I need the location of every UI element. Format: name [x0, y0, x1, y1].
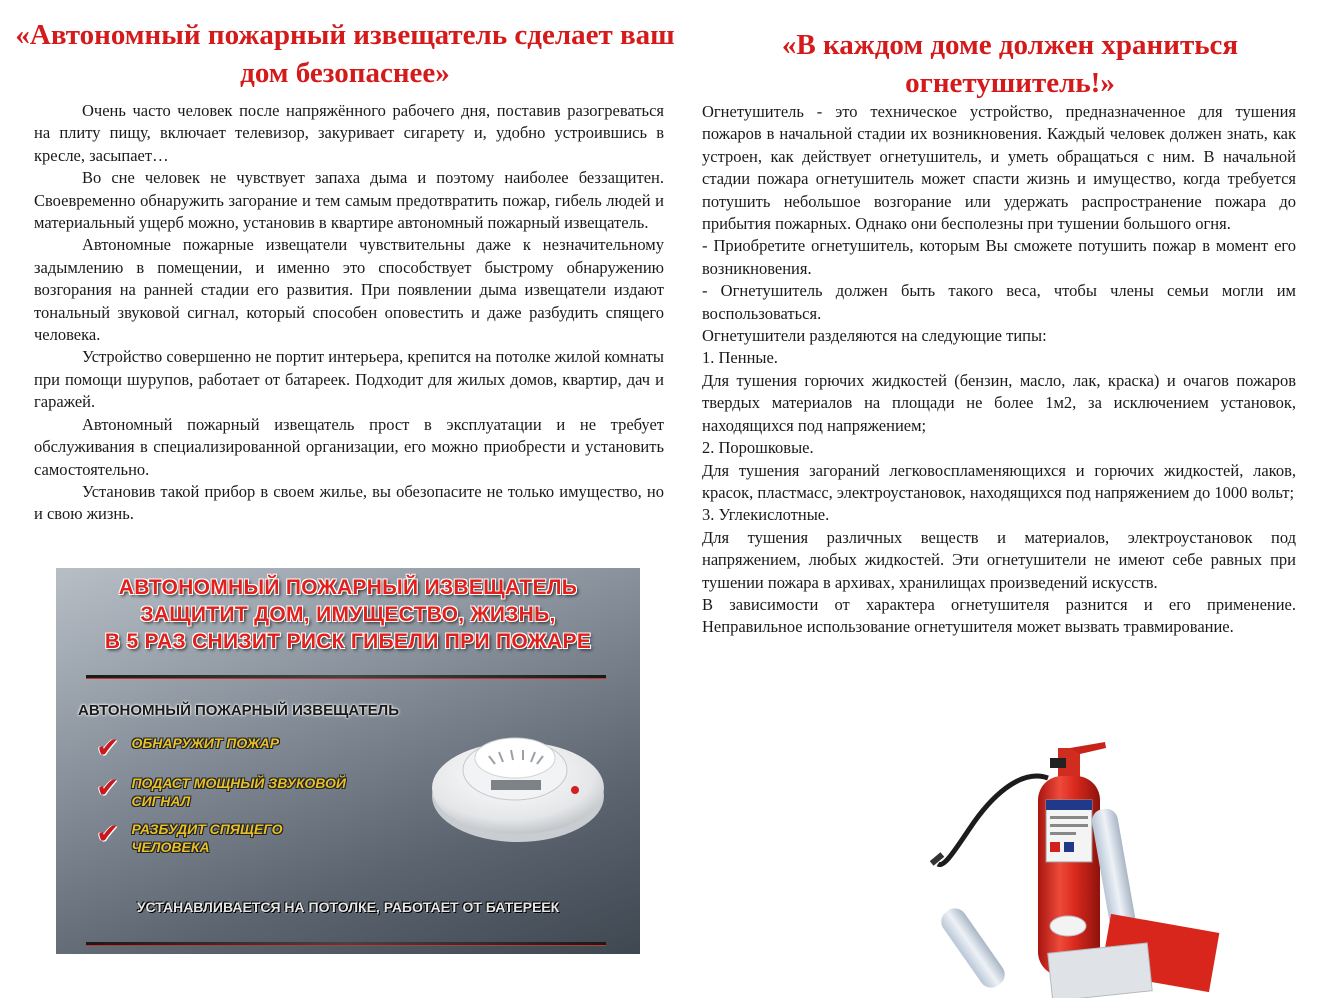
left-article — [34, 100, 664, 526]
right-title: «В каждом доме должен храниться огнетушитель!» — [781, 29, 1239, 99]
left-paragraph: Автономный пожарный извещатель прост в эксплуатации и не требует обслуживания в специализированной организации, его можно приобрести и установить самостоятельно. — [34, 414, 664, 479]
right-paragraph: Для тушения загораний легковоспламеняющихся и горючих жидкостей, лаков, красок, пластмасс, электроустановок, находящихся под напряжением до 1000 вольт; — [702, 460, 1296, 502]
left-paragraph: Устройство совершенно не портит интерьера, крепится на потолке жилой комнаты при помощи шурупов, работает от батареек. Подходит для жилых домов, квартир, дач и гаражей. — [34, 347, 664, 412]
left-title: «Автономный пожарный извещатель сделает ваш дом безопаснее» — [15, 19, 675, 89]
poster-headline — [56, 574, 640, 655]
checkmark-icon: ✔ — [96, 817, 120, 850]
left-paragraph: Во сне человек не чувствует запаха дыма и поэтому наиболее беззащитен. Своевременно обнаружить загорание и тем самым предотвратить пожар, гибель людей и материальный ущерб можно, установив в квартире автономный пожарный извещатель. — [34, 168, 664, 233]
poster-divider — [86, 942, 606, 946]
right-paragraph: В зависимости от характера огнетушителя разнится и его применение. Неправильное использование огнетушителя может вызвать травмирование. — [702, 594, 1296, 637]
right-paragraph: - Огнетушитель должен быть такого веса, чтобы члены семьи могли им воспользоваться. — [702, 281, 1296, 323]
left-paragraph: Автономные пожарные извещатели чувствительны даже к незначительному задымлению в помещении, и именно это способствует быстрому обнаружению возгорания на ранней стадии его развития. При появлении дыма извещатели издают тональный звуковой сигнал, который способен оповестить и даже разбудить спящего человека. — [34, 235, 664, 345]
right-paragraph: 2. Порошковые. — [702, 438, 814, 458]
right-paragraph: Для тушения различных веществ и материалов, электроустановок под напряжением, любых жидкостей. Эти огнетушители не имеют себе равных при тушении пожара в архивах, хранилищах произведений искусств. — [702, 527, 1296, 592]
fire-extinguisher-icon — [930, 738, 1230, 998]
right-paragraph: 3. Углекислотные. — [702, 505, 830, 525]
right-paragraph: Огнетушители разделяются на следующие типы: — [702, 326, 1047, 346]
poster-feature — [96, 731, 411, 764]
poster-headline-line: В 5 РАЗ СНИЗИТ РИСК ГИБЕЛИ ПРИ ПОЖАРЕ — [104, 630, 592, 653]
left-paragraph: Установив такой прибор в своем жилье, вы обезопасите не только имущество, но и свою жизнь. — [34, 481, 664, 524]
right-paragraph: Огнетушитель - это техническое устройство, предназначенное для тушения пожаров в начальной стадии их возникновения. Каждый человек должен знать, как устроен, как действует огнетушитель, и уметь обращаться с ним. В начальной стадии пожара огнетушитель может спасти жизнь и имущество, когда требуется потушить небольшое возгорание или удержать распространение пожара до прибытия пожарных. Однако они бесполезны при тушении большого огня. — [702, 102, 1296, 234]
poster-divider — [86, 675, 606, 679]
poster-feature — [96, 817, 321, 856]
checkmark-icon: ✔ — [96, 731, 120, 764]
poster-feature-text: ПОДАСТ МОЩНЫЙ ЗВУКОВОЙ СИГНАЛ — [131, 775, 346, 809]
poster-subtitle: АВТОНОМНЫЙ ПОЖАРНЫЙ ИЗВЕЩАТЕЛЬ — [78, 702, 399, 719]
poster-headline-line: ЗАЩИТИТ ДОМ, ИМУЩЕСТВО, ЖИЗНЬ, — [140, 603, 556, 626]
left-paragraph: Очень часто человек после напряжённого рабочего дня, поставив разогреваться на плиту пищу, включает телевизор, закуривает сигарету и, удобно устроившись в кресле, засыпает… — [34, 101, 664, 165]
smoke-detector-icon — [429, 718, 607, 848]
poster-footer: УСТАНАВЛИВАЕТСЯ НА ПОТОЛКЕ, РАБОТАЕТ ОТ БАТЕРЕЕК — [136, 899, 560, 915]
right-paragraph: - Приобретите огнетушитель, которым Вы сможете потушить пожар в момент его возникновения. — [702, 236, 1296, 278]
right-article — [702, 101, 1296, 639]
right-paragraph: Для тушения горючих жидкостей (бензин, масло, лак, краска) и очагов пожаров твердых материалов на площади не более 1м2, за исключением установок, находящихся под напряжением; — [702, 370, 1296, 435]
poster-feature-text: РАЗБУДИТ СПЯЩЕГО ЧЕЛОВЕКА — [131, 821, 283, 855]
smoke-detector-poster — [56, 568, 640, 954]
right-paragraph: 1. Пенные. — [702, 348, 778, 368]
poster-headline-line: АВТОНОМНЫЙ ПОЖАРНЫЙ ИЗВЕЩАТЕЛЬ — [118, 576, 578, 599]
checkmark-icon: ✔ — [96, 771, 120, 804]
poster-feature-text: ОБНАРУЖИТ ПОЖАР — [131, 735, 280, 751]
poster-feature — [96, 771, 401, 810]
